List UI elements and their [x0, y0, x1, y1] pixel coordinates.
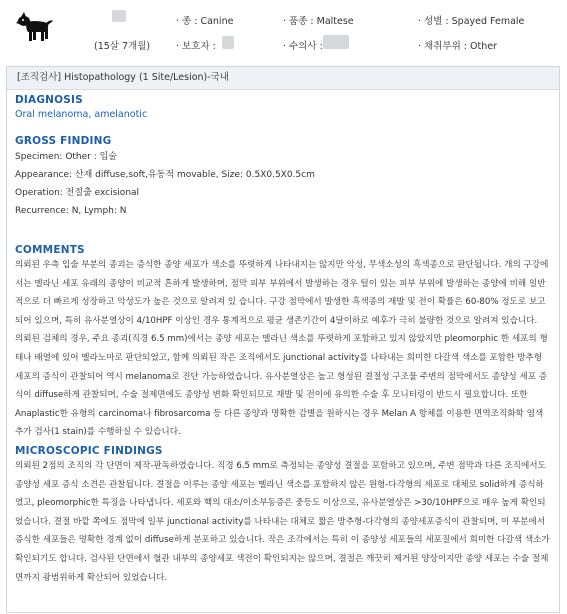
breed-field: · 품종 : Maltese: [283, 16, 354, 27]
gross-appearance: Appearance: 산재 diffuse,soft,유동적 movable, Size: 0.5X0.5X0.5cm: [15, 170, 315, 180]
comments-paragraph-1: 의뢰된 우측 입술 부분의 종괴는 증식한 종양 세포가 색소를 뚜렷하게 나타내지는 않지만 악성, 무색소성의 흑색종으로 판단됩니다. 개의 구강에서는 멜라닌 세포 유래의 종양이 비교적 흔하게 발생하며, 점막 피부 부위에서 발생하는 경우 털이 있는 피부 부위에 발생하는 종양에 비해 일반적으로 더 빠르게 성장하고 악성도가 높은 것으로 알려져 있 습니다. 구강 점막에서 발생한 흑색종의 재발 및 전이 확률은 60-80% 정도로 보고 되어 있으며, 특히 유사분열상이 4/10HPF 이상인 경우 통계적으로 평균 생존기간이 4달이하로 예후가 극히 불량한 것으로 알려져 있습니다.: [15, 260, 549, 326]
guardian-redacted: [222, 36, 234, 49]
comments-paragraph-2: 의뢰된 검체의 경우, 주요 종괴(직경 6.5 mm)에서는 종양 세포는 멜라닌 색소를 뚜렷하게 포함하고 있지 않았지만 pleomorphic 한 세포의 형태나 배열에 있어 멜라노마로 판단되었고, 함께 의뢰된 작은 조직에서도 junctional activity를 나타내는 희미한 다갈색 색소를 포함한 방추형 세포의 증식이 관찰되어 역시 melanoma로 진단 가능하였습니다. 유사분열상은 높고 형성된 결절성 구조물 주변의 점막에서도 종양성 세포 증식이 diffuse하게 관찰되며, 수술 절제면에도 종양성 변화 확인되므로 재발 및 전이에 유의한 수술 후 모니터링이 반드시 필요합니다. 또한 Anaplastic한 유형의 carcinoma나 fibrosarcoma 등 다른 종양과 명확한 감별을 원하시는 경우 Melan A 항체를 이용한 면역조직화학 염색 추가 검사(1 stain)를 수행하실 수 있습니다.: [15, 334, 548, 438]
gross-finding-list: [15, 148, 551, 220]
comments-heading: COMMENTS: [15, 244, 85, 256]
dog-icon: [14, 10, 56, 48]
guardian-field: · 보호자 :: [176, 41, 216, 52]
gross-operation: Operation: 전절출 excisional: [15, 188, 140, 198]
gross-specimen: Specimen: Other : 입술: [15, 152, 118, 162]
gross-finding-heading: GROSS FINDING: [15, 135, 112, 147]
sampling-site-field: · 채취부위 : Other: [418, 41, 497, 52]
species-field: · 종 : Canine: [176, 16, 234, 27]
patient-name-redacted: [112, 10, 126, 22]
report-title: [조직검사] Histopathology (1 Site/Lesion)-국내: [7, 67, 559, 90]
diagnosis-text: Oral melanoma, amelanotic: [15, 109, 148, 120]
gross-recurrence: Recurrence: N, Lymph: N: [15, 206, 127, 216]
microscopic-findings-heading: MICROSCOPIC FINDINGS: [15, 444, 163, 457]
sex-field: · 성별 : Spayed Female: [418, 16, 525, 27]
patient-header: [0, 0, 567, 62]
diagnosis-heading: DIAGNOSIS: [15, 94, 83, 106]
report-content: [7, 90, 559, 587]
vet-redacted: [323, 35, 349, 49]
vet-field: · 수의사 :: [283, 41, 323, 52]
microscopic-findings-paragraph: 의뢰된 2점의 조직의 각 단면이 제작-판독하였습니다. 직경 6.5 mm로 측정되는 종양성 결절을 포함하고 있으며, 주변 점막과 다른 조직에서도 종양성 세포 증식 소견은 관찰됩니다. 결절을 이루는 종양 세포는 멜라닌 색소를 포함하지 않은 원형-다각형의 세포로 대체로 solid하게 증식하였고, pleomorphic한 특징을 나타냅니다. 세포와 핵의 대소/이소부동증은 중등도 이상으로, 유사분열상은 >30/10HPF으로 매우 높게 확인되었습니다. 결절 바깥 쪽에도 점막에 일부 junctional activity를 나타내는 대체로 짧은 방추형-다각형의 종양세포증식이 관찰되며, 이 부분에서 증식한 세포들은 명확한 경계 없이 diffuse하게 분포하고 있습니다. 작은 조각에서는 특히 이 종양성 세포들의 세포질에서 희미한 다갈색 색소가 확인되기도 합니다. 검사된 단면에서 혈관 내부의 종양세포 색전이 확인되지는 않으며, 결절은 깨끗히 제거된 양상이지만 종양 세포는 수술 절제면까지 광범위하게 확산되어 있었습니다.: [15, 460, 550, 583]
histopathology-report-panel: [6, 66, 560, 613]
patient-age: (15살 7개월): [94, 41, 151, 52]
